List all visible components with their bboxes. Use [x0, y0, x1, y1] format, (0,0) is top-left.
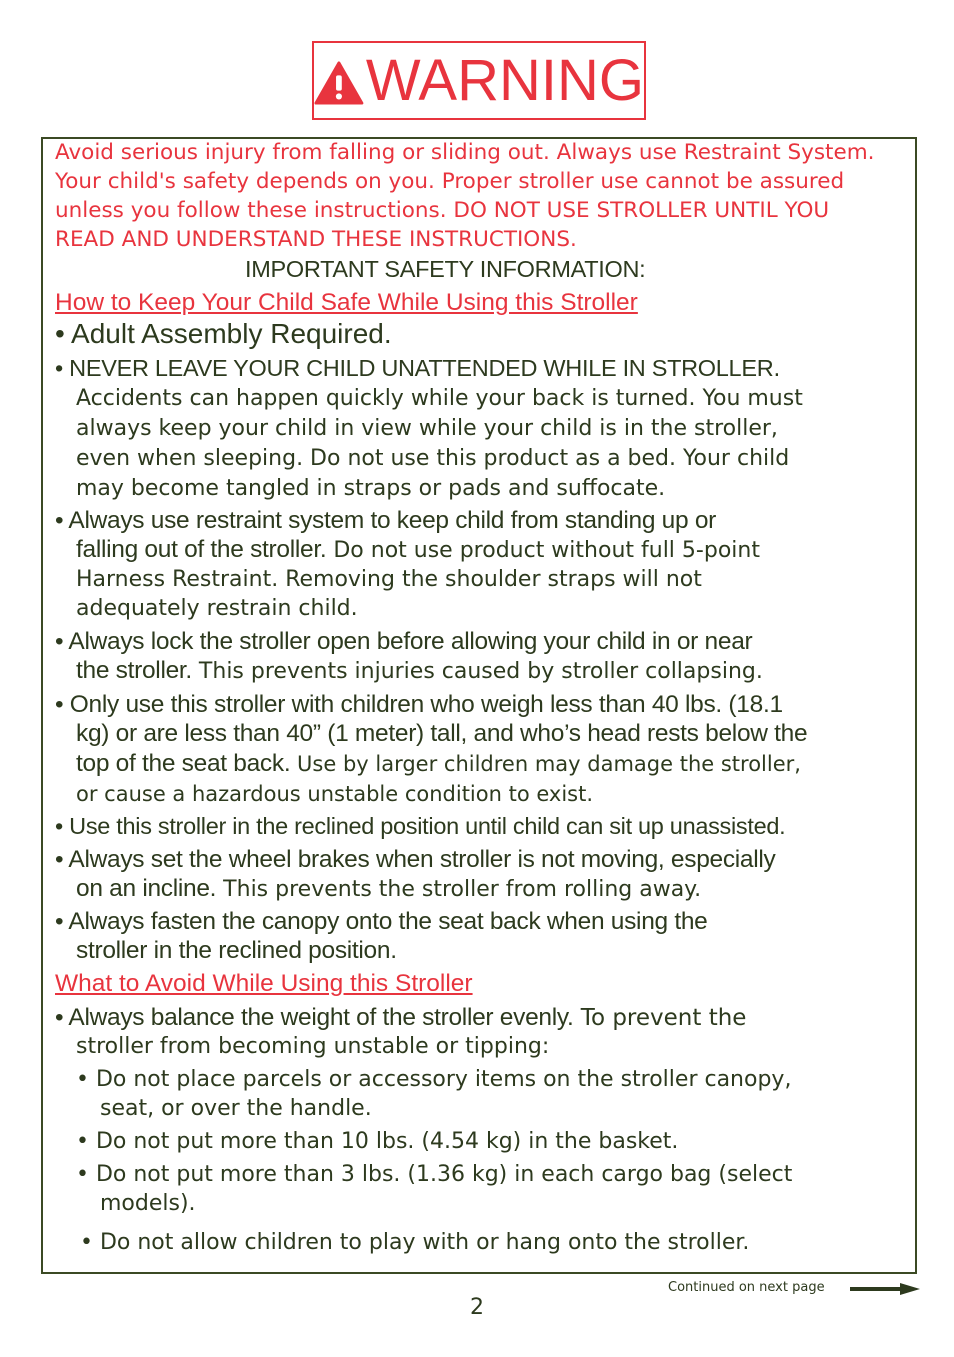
continued-note: Continued on next page — [668, 1280, 825, 1295]
bullet-canopy: • Always fasten the canopy onto the seat back when using the — [55, 908, 708, 935]
intro-line-3: unless you follow these instructions. DO NOT USE STROLLER UNTIL YOU — [55, 198, 830, 223]
bullet-reclined: • Use this stroller in the reclined position until child can sit up unassisted. — [55, 813, 786, 839]
bullet-never-leave-line-3: always keep your child in view while your child is in the stroller, — [76, 416, 778, 441]
warning-triangle-icon — [314, 60, 364, 106]
bullet-brakes: • Always set the wheel brakes when stroller is not moving, especially — [55, 846, 776, 873]
warning-header — [312, 41, 646, 120]
bullet-weight-limit-line-4: or cause a hazardous unstable condition to exist. — [76, 782, 594, 806]
bullet-balance: • Always balance the weight of the stroller evenly. To prevent the — [55, 1004, 747, 1031]
sub-bullet-basket: • Do not put more than 10 lbs. (4.54 kg) in the basket. — [76, 1129, 679, 1154]
intro-line-4: READ AND UNDERSTAND THESE INSTRUCTIONS. — [55, 227, 577, 252]
bullet-restraint-line-3: Harness Restraint. Removing the shoulder straps will not — [76, 567, 702, 592]
warning-title: WARNING — [365, 47, 644, 113]
bullet-restraint-line-4: adequately restrain child. — [76, 596, 358, 621]
sub-bullet-hang: • Do not allow children to play with or hang onto the stroller. — [80, 1230, 750, 1255]
bullet-balance-line-2: stroller from becoming unstable or tipping: — [76, 1034, 550, 1059]
bullet-weight-limit-line-3: top of the seat back. Use by larger children may damage the stroller, — [76, 750, 801, 777]
sub-bullet-cargo-bag-line-2: models). — [100, 1191, 196, 1216]
sub-bullet-cargo-bag: • Do not put more than 3 lbs. (1.36 kg) in each cargo bag (select — [76, 1162, 793, 1187]
bullet-weight-limit-line-2: kg) or are less than 40” (1 meter) tall, and who’s head rests below the — [76, 720, 808, 747]
bullet-lock-open-line-2: the stroller. This prevents injuries caused by stroller collapsing. — [76, 657, 763, 684]
section-heading-avoid: What to Avoid While Using this Stroller — [55, 970, 473, 997]
important-heading: IMPORTANT SAFETY INFORMATION: — [245, 256, 646, 282]
sub-bullet-parcels-line-2: seat, or over the handle. — [100, 1096, 372, 1121]
bullet-canopy-line-2: stroller in the reclined position. — [76, 937, 397, 964]
sub-bullet-parcels: • Do not place parcels or accessory items on the stroller canopy, — [76, 1067, 792, 1092]
bullet-adult-assembly: • Adult Assembly Required. — [55, 318, 392, 349]
bullet-restraint: • Always use restraint system to keep child from standing up or — [55, 507, 717, 534]
section-heading-safe-use: How to Keep Your Child Safe While Using this Stroller — [55, 289, 638, 316]
bullet-lock-open: • Always lock the stroller open before allowing your child in or near — [55, 628, 753, 655]
bullet-never-leave-line-4: even when sleeping. Do not use this product as a bed. Your child — [76, 446, 790, 471]
page-number: 2 — [470, 1295, 484, 1320]
right-arrow-icon — [850, 1283, 920, 1295]
bullet-never-leave-line-2: Accidents can happen quickly while your back is turned. You must — [76, 386, 803, 411]
intro-line-2: Your child's safety depends on you. Proper stroller use cannot be assured — [55, 169, 845, 194]
bullet-restraint-line-2: falling out of the stroller. Do not use product without full 5-point — [76, 536, 760, 563]
bullet-brakes-line-2: on an incline. This prevents the stroller from rolling away. — [76, 875, 702, 902]
bullet-never-leave: • NEVER LEAVE YOUR CHILD UNATTENDED WHILE IN STROLLER. — [55, 355, 781, 382]
bullet-weight-limit: • Only use this stroller with children who weigh less than 40 lbs. (18.1 — [55, 691, 783, 718]
bullet-never-leave-line-5: may become tangled in straps or pads and suffocate. — [76, 476, 666, 501]
intro-line-1: Avoid serious injury from falling or sliding out. Always use Restraint System. — [55, 140, 875, 165]
